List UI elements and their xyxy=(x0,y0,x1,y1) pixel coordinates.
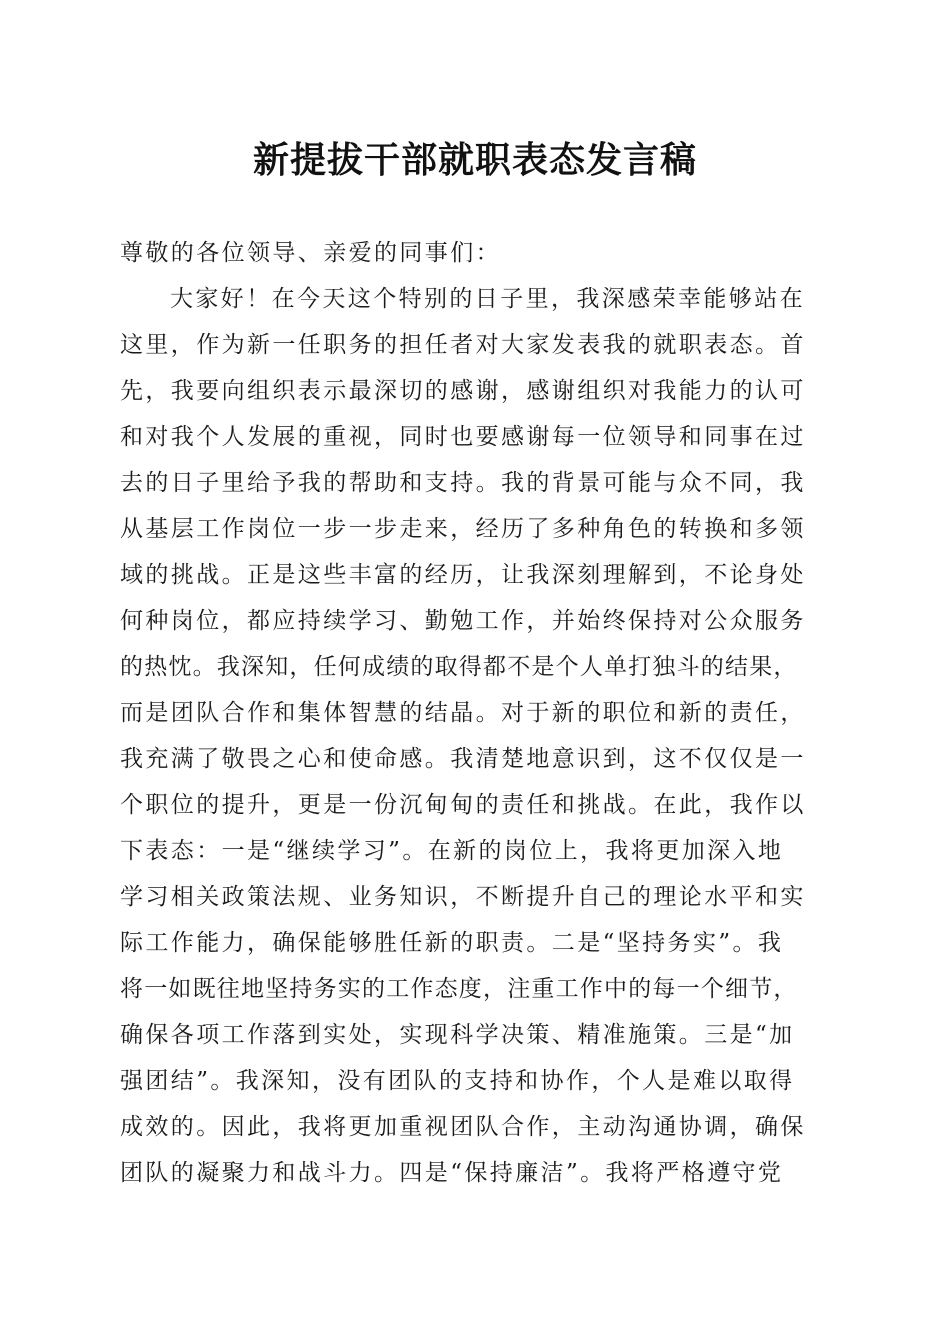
document-title: 新提拔干部就职表态发言稿 xyxy=(252,139,697,181)
paragraph-line: 这里，作为新一任职务的担任者对大家发表我的就职表态。首 xyxy=(120,332,806,358)
paragraph-line: 强团结”。我深知，没有团队的支持和协作，个人是难以取得 xyxy=(120,1068,795,1094)
paragraph-line: 去的日子里给予我的帮助和支持。我的背景可能与众不同，我 xyxy=(120,470,806,496)
paragraph-line: 何种岗位，都应持续学习、勤勉工作，并始终保持对公众服务 xyxy=(120,608,806,634)
paragraph-line: 我充满了敬畏之心和使命感。我清楚地意识到，这不仅仅是一 xyxy=(120,746,806,772)
paragraph-line: 的热忱。我深知，任何成绩的取得都不是个人单打独斗的结果， xyxy=(120,654,798,680)
paragraph-line: 域的挑战。正是这些丰富的经历，让我深刻理解到，不论身处 xyxy=(120,562,806,588)
paragraph-line: 先，我要向组织表示最深切的感谢，感谢组织对我能力的认可 xyxy=(120,378,806,404)
salutation: 尊敬的各位领导、亲爱的同事们： xyxy=(120,240,501,266)
paragraph-line: 际工作能力，确保能够胜任新的职责。二是“坚持务实”。我 xyxy=(120,930,784,956)
paragraph-line: 从基层工作岗位一步一步走来，经历了多种角色的转换和多领 xyxy=(120,516,806,542)
paragraph-line: 大家好！在今天这个特别的日子里，我深感荣幸能够站在 xyxy=(170,286,805,312)
paragraph-line: 团队的凝聚力和战斗力。四是“保持廉洁”。我将严格遵守党 xyxy=(120,1160,784,1186)
document-body xyxy=(120,230,830,1196)
paragraph-line: 个职位的提升，更是一份沉甸甸的责任和挑战。在此，我作以 xyxy=(120,792,806,818)
paragraph-line: 下表态：一是“继续学习”。在新的岗位上，我将更加深入地 xyxy=(120,838,784,864)
paragraph-line: 和对我个人发展的重视，同时也要感谢每一位领导和同事在过 xyxy=(120,424,806,450)
paragraph-line: 而是团队合作和集体智慧的结晶。对于新的职位和新的责任， xyxy=(120,700,806,726)
paragraph-line: 确保各项工作落到实处，实现科学决策、精准施策。三是“加 xyxy=(120,1022,795,1048)
paragraph-line: 学习相关政策法规、业务知识，不断提升自己的理论水平和实 xyxy=(120,884,806,910)
paragraph-line: 将一如既往地坚持务实的工作态度，注重工作中的每一个细节， xyxy=(120,976,798,1002)
paragraph-line: 成效的。因此，我将更加重视团队合作，主动沟通协调，确保 xyxy=(120,1114,806,1140)
